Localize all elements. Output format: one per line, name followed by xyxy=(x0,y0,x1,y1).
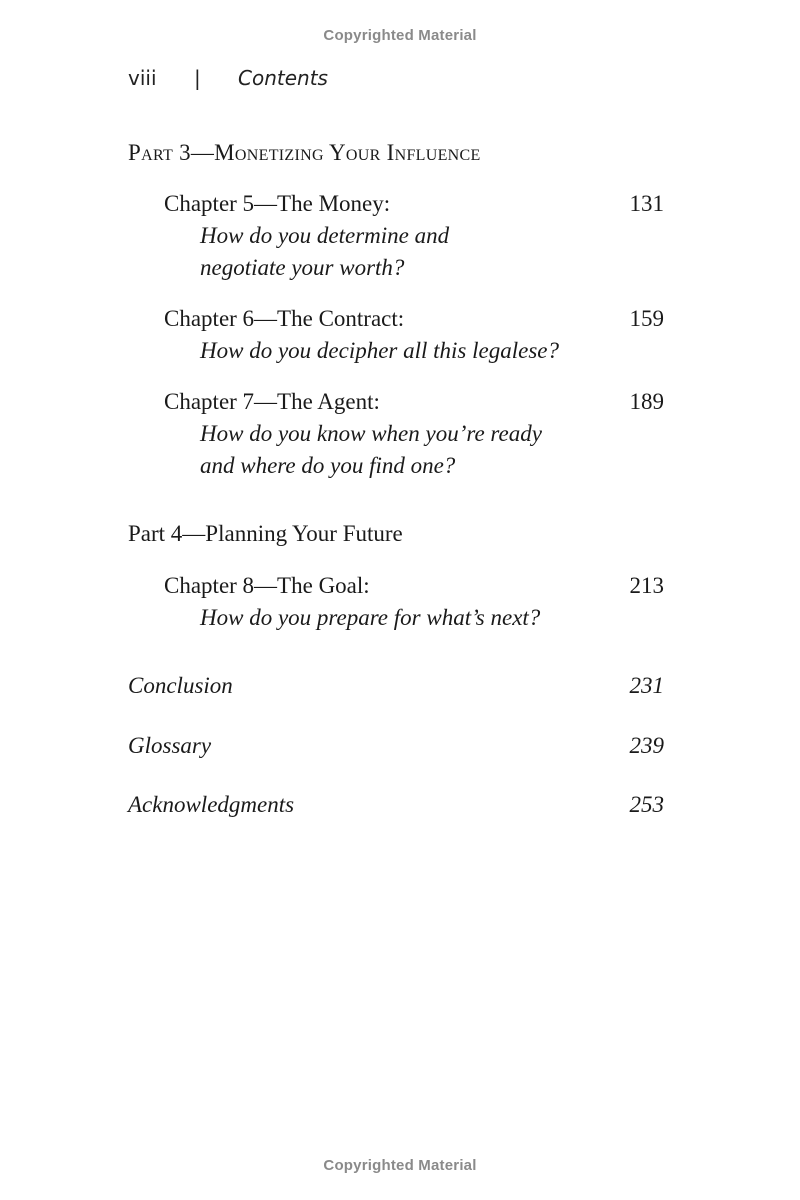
entry-page-number: 253 xyxy=(629,792,664,817)
chapter-subtitle-line: and where do you find one? xyxy=(200,453,456,478)
running-head-title: Contents xyxy=(238,66,328,90)
running-head-separator: | xyxy=(194,66,201,90)
chapter-subtitle-line: How do you decipher all this legalese? xyxy=(200,338,559,363)
chapter-subtitle-line: How do you determine and xyxy=(200,223,450,248)
chapter-title: Chapter 8—The Goal: xyxy=(164,573,370,598)
chapter-subtitle-line: negotiate your worth? xyxy=(200,255,405,280)
running-head xyxy=(128,66,328,90)
chapter-page-number: 213 xyxy=(629,573,664,598)
toc-entry-conclusion xyxy=(128,673,664,699)
toc-entry-chapter-5 xyxy=(164,188,664,284)
toc-entry-chapter-6 xyxy=(164,303,664,367)
toc-entry-glossary xyxy=(128,733,664,759)
chapter-page-number: 189 xyxy=(629,389,664,414)
chapter-subtitle-line: How do you know when you’re ready xyxy=(200,421,542,446)
entry-title: Conclusion xyxy=(128,673,233,698)
chapter-subtitle-line: How do you prepare for what’s next? xyxy=(200,605,541,630)
page-folio: viii xyxy=(128,66,157,90)
chapter-page-number: 159 xyxy=(629,306,664,331)
toc-entry-chapter-7 xyxy=(164,386,664,482)
toc-entry-acknowledgments xyxy=(128,792,664,818)
entry-title: Acknowledgments xyxy=(128,792,295,817)
part-4-heading: Part 4—Planning Your Future xyxy=(128,521,403,546)
entry-title: Glossary xyxy=(128,733,212,758)
copyright-watermark-top: Copyrighted Material xyxy=(323,27,477,44)
chapter-title: Chapter 5—The Money: xyxy=(164,191,391,216)
chapter-title: Chapter 6—The Contract: xyxy=(164,306,405,331)
toc-entry-chapter-8 xyxy=(164,570,664,634)
part-3-heading: Part 3—Monetizing Your Influence xyxy=(128,140,481,165)
entry-page-number: 231 xyxy=(629,673,664,698)
copyright-watermark-bottom: Copyrighted Material xyxy=(323,1157,477,1174)
chapter-page-number: 131 xyxy=(629,191,664,216)
chapter-title: Chapter 7—The Agent: xyxy=(164,389,380,414)
entry-page-number: 239 xyxy=(629,733,664,758)
